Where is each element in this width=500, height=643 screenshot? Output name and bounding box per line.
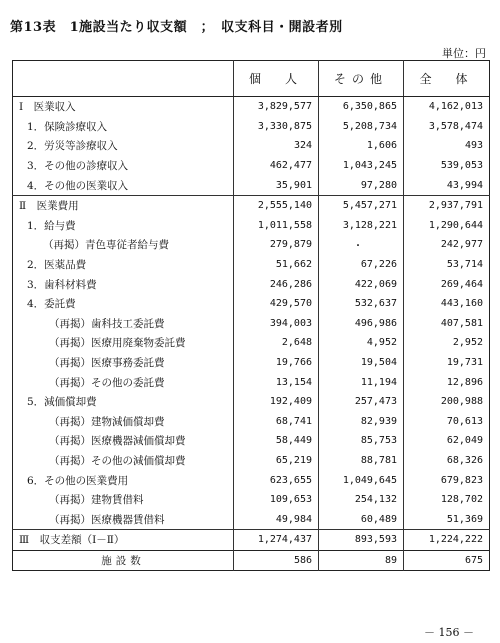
cell-value: 2,937,791 [404,195,490,215]
cell-value: 4,162,013 [404,97,490,117]
row-label: 2．医薬品費 [27,259,87,272]
table-row [13,509,490,529]
cell-value: 623,655 [234,470,319,490]
cell-value: 60,489 [319,509,404,529]
cell-value: 2,952 [404,333,490,353]
cell-value: 462,477 [234,156,319,176]
cell-value: 443,160 [404,294,490,314]
cell-value: 58,449 [234,431,319,451]
cell-value: 1,011,558 [234,216,319,236]
table-row [13,490,490,510]
column-header: 全 体 [404,61,490,97]
cell-value: 82,939 [319,412,404,432]
row-label: 1．保険診療収入 [27,120,108,133]
table-row [13,156,490,176]
cell-value: 19,766 [234,353,319,373]
cell-value: 6,350,865 [319,97,404,117]
cell-value: 257,473 [319,392,404,412]
unit-label: 単位：円 [442,47,486,60]
row-label: （再掲）建物減価償却費 [49,415,165,428]
table-title: 第13表 1施設当たり収支額 ； 収支科目・開設者別 [10,20,343,35]
cell-value: 1,290,644 [404,216,490,236]
cell-value: 3,128,221 [319,216,404,236]
cell-value: 13,154 [234,372,319,392]
cell-value: 496,986 [319,314,404,334]
row-label: （再掲）医療機器減価償却費 [49,435,186,448]
cell-value: 679,823 [404,470,490,490]
row-label: 2．労災等診療収入 [27,140,118,153]
cell-value: 242,977 [404,235,490,255]
row-label: Ⅰ 医業収入 [19,101,76,114]
row-label: （再掲）医療事務委託費 [49,357,165,370]
table-row [13,392,490,412]
cell-value: 68,326 [404,451,490,471]
cell-value: 49,984 [234,509,319,529]
cell-value: 35,901 [234,175,319,195]
cell-value: 532,637 [319,294,404,314]
cell-value: 4,952 [319,333,404,353]
cell-value: 51,662 [234,255,319,275]
cell-value: 1,224,222 [404,530,490,551]
cell-value: 586 [234,550,319,571]
cell-value: 246,286 [234,274,319,294]
row-label: 5．減価償却費 [27,396,97,409]
page-number: － 156 － [424,626,474,639]
row-label: 施設数 [13,550,234,571]
header-row [13,61,490,97]
cell-value: 19,504 [319,353,404,373]
cell-value: 89 [319,550,404,571]
table-row [13,175,490,195]
cell-value: 429,570 [234,294,319,314]
cell-value: 893,593 [319,530,404,551]
table-row [13,550,490,571]
cell-value: 109,653 [234,490,319,510]
cell-value: 53,714 [404,255,490,275]
cell-value: 279,879 [234,235,319,255]
table-row [13,431,490,451]
row-label: 1．給与費 [27,219,76,232]
cell-value: 70,613 [404,412,490,432]
row-label: （再掲）医療用廃棄物委託費 [49,337,186,350]
cell-value: 65,219 [234,451,319,471]
table-row [13,97,490,117]
cell-value: 62,049 [404,431,490,451]
table-row [13,117,490,137]
table-row [13,333,490,353]
cell-value: 2,555,140 [234,195,319,215]
table-row [13,451,490,471]
table-row [13,255,490,275]
cell-value: 324 [234,136,319,156]
cell-value: 68,741 [234,412,319,432]
row-label: （再掲）その他の委託費 [49,376,165,389]
cell-value: 85,753 [319,431,404,451]
cell-value: 88,781 [319,451,404,471]
table-row [13,136,490,156]
income-expense-table [12,60,490,571]
column-header: 個 人 [234,61,319,97]
cell-value: 675 [404,550,490,571]
row-label: Ⅲ 収支差額（Ⅰ－Ⅱ） [13,530,234,551]
cell-value: 192,409 [234,392,319,412]
row-label: 3．歯科材料費 [27,278,97,291]
table-row [13,353,490,373]
cell-value: 200,988 [404,392,490,412]
cell-value: 43,994 [404,175,490,195]
cell-value: 51,369 [404,509,490,529]
cell-value: 97,280 [319,175,404,195]
cell-value: 67,226 [319,255,404,275]
table-row [13,412,490,432]
cell-value: 493 [404,136,490,156]
row-label: （再掲）青色専従者給与費 [43,239,169,252]
cell-value: 269,464 [404,274,490,294]
table-row [13,372,490,392]
row-label: Ⅱ 医業費用 [13,195,234,215]
table-row [13,195,490,215]
cell-value: ・ [319,235,404,255]
table-body [13,97,490,571]
cell-value: 3,829,577 [234,97,319,117]
cell-value: 12,896 [404,372,490,392]
cell-value: 1,049,645 [319,470,404,490]
table-row [13,294,490,314]
cell-value: 1,606 [319,136,404,156]
cell-value: 128,702 [404,490,490,510]
row-label: （再掲）その他の減価償却費 [49,454,186,467]
cell-value: 539,053 [404,156,490,176]
table-row [13,274,490,294]
cell-value: 394,003 [234,314,319,334]
row-label: 4．委託費 [27,298,76,311]
cell-value: 3,330,875 [234,117,319,137]
cell-value: 2,648 [234,333,319,353]
table-row [13,470,490,490]
cell-value: 1,274,437 [234,530,319,551]
row-label: 4．その他の医業収入 [27,179,129,192]
header-blank [13,61,234,97]
table-row [13,235,490,255]
cell-value: 19,731 [404,353,490,373]
row-label: （再掲）建物賃借料 [49,494,144,507]
table-row [13,530,490,551]
table-row [13,314,490,334]
cell-value: 422,069 [319,274,404,294]
table-row [13,216,490,236]
cell-value: 407,581 [404,314,490,334]
row-label: （再掲）医療機器賃借料 [49,513,165,526]
cell-value: 5,457,271 [319,195,404,215]
column-header: その他 [319,61,404,97]
cell-value: 11,194 [319,372,404,392]
row-label: 3．その他の診療収入 [27,160,129,173]
cell-value: 5,208,734 [319,117,404,137]
cell-value: 1,043,245 [319,156,404,176]
cell-value: 254,132 [319,490,404,510]
row-label: 6．その他の医業費用 [27,474,129,487]
cell-value: 3,578,474 [404,117,490,137]
row-label: （再掲）歯科技工委託費 [49,317,165,330]
